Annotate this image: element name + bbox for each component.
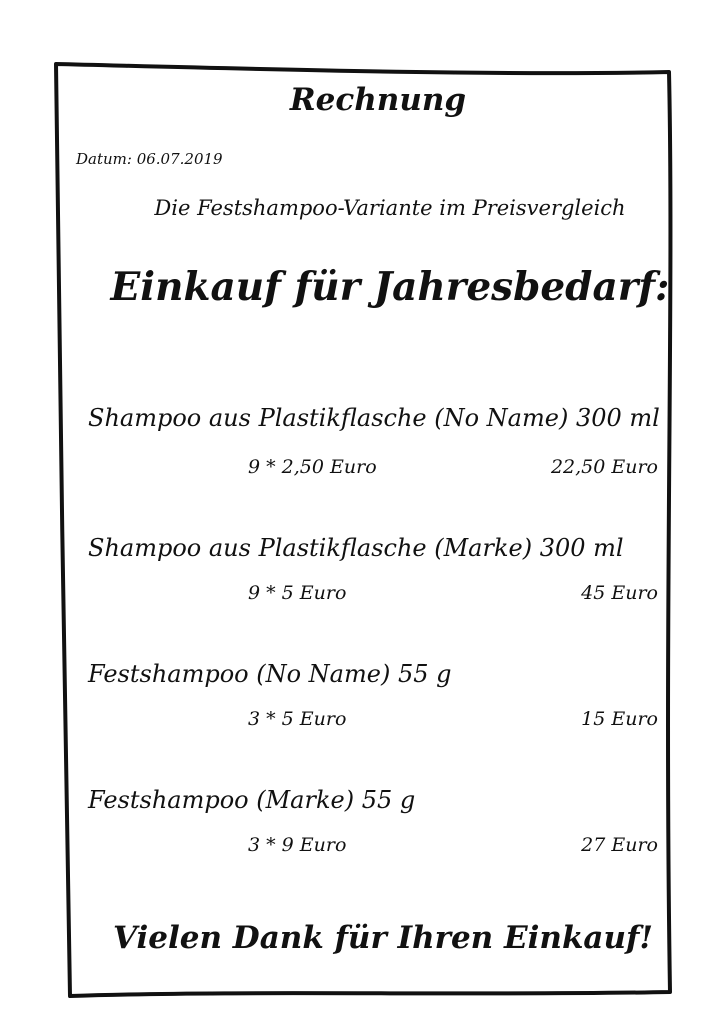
item-calculation: 3 * 5 Euro	[248, 708, 347, 730]
item-name: Festshampoo (Marke) 55 g	[88, 786, 416, 814]
item-name: Shampoo aus Plastikflasche (No Name) 300 ml	[88, 404, 660, 432]
receipt-subtitle: Die Festshampoo-Variante im Preisvergleich	[154, 196, 626, 220]
item-total: 22,50 Euro	[550, 456, 658, 478]
receipt-date: Datum: 06.07.2019	[76, 150, 223, 168]
item-total: 27 Euro	[581, 834, 658, 856]
item-calculation: 9 * 5 Euro	[248, 582, 347, 604]
item-name: Festshampoo (No Name) 55 g	[88, 660, 452, 688]
item-calculation: 3 * 9 Euro	[248, 834, 347, 856]
item-total: 15 Euro	[581, 708, 658, 730]
item-calculation: 9 * 2,50 Euro	[248, 456, 377, 478]
item-total: 45 Euro	[581, 582, 658, 604]
closing-message: Vielen Dank für Ihren Einkauf!	[112, 920, 654, 956]
item-name: Shampoo aus Plastikflasche (Marke) 300 ml	[88, 534, 624, 562]
receipt-headline: Einkauf für Jahresbedarf:	[110, 264, 670, 310]
receipt-title: Rechnung	[289, 82, 467, 118]
